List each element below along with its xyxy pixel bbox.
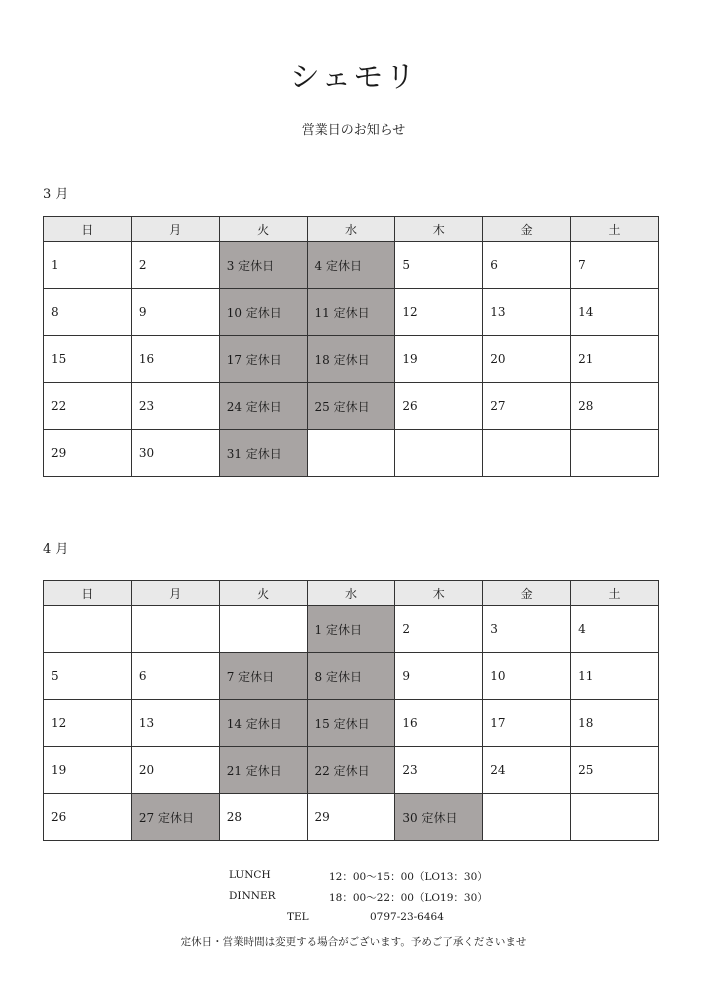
closed-day-cell bbox=[307, 700, 395, 747]
day-cell bbox=[395, 383, 483, 430]
week-row bbox=[44, 336, 659, 383]
day-number: 18 bbox=[314, 352, 330, 367]
day-cell bbox=[131, 336, 219, 383]
day-number: 24 bbox=[226, 399, 242, 414]
day-cell bbox=[483, 606, 571, 653]
day-number: 22 bbox=[314, 763, 330, 778]
day-cell bbox=[44, 289, 132, 336]
closed-day-label: 定休日 bbox=[245, 305, 282, 320]
closed-day-cell bbox=[307, 336, 395, 383]
day-number: 8 bbox=[51, 305, 59, 319]
dinner-label: DINNER bbox=[229, 890, 276, 902]
empty-day-cell bbox=[44, 606, 132, 653]
day-number: 16 bbox=[402, 716, 418, 730]
week-row bbox=[44, 289, 659, 336]
day-cell bbox=[219, 794, 307, 841]
day-number: 28 bbox=[578, 399, 594, 413]
closed-day-cell bbox=[395, 794, 483, 841]
week-row bbox=[44, 242, 659, 289]
weekday-header-row bbox=[44, 217, 659, 242]
week-row bbox=[44, 653, 659, 700]
day-number: 25 bbox=[314, 399, 330, 414]
day-number: 20 bbox=[490, 352, 506, 366]
closed-day-label: 定休日 bbox=[238, 258, 275, 273]
day-number: 29 bbox=[51, 446, 67, 460]
week-row bbox=[44, 430, 659, 477]
day-number: 27 bbox=[138, 810, 155, 825]
page-subtitle: 営業日のお知らせ bbox=[301, 123, 406, 138]
day-number: 6 bbox=[490, 258, 498, 272]
week-row bbox=[44, 700, 659, 747]
day-number: 14 bbox=[226, 716, 242, 731]
closed-day-label: 定休日 bbox=[245, 399, 282, 414]
week-row bbox=[44, 747, 659, 794]
day-number: 10 bbox=[490, 669, 506, 683]
weekday-header: 木 bbox=[395, 217, 483, 242]
weekday-header: 木 bbox=[395, 581, 483, 606]
closed-day-label: 定休日 bbox=[326, 669, 363, 684]
day-number: 3 bbox=[226, 258, 235, 273]
day-cell bbox=[571, 606, 659, 653]
closed-day-label: 定休日 bbox=[333, 352, 370, 367]
calendar-march bbox=[43, 216, 659, 477]
dinner-hours: 18：00～22：00（LO19：30） bbox=[329, 892, 488, 904]
empty-day-cell bbox=[483, 794, 571, 841]
closed-day-label: 定休日 bbox=[245, 352, 282, 367]
month-label-april: 4 月 bbox=[43, 542, 69, 557]
day-cell bbox=[131, 242, 219, 289]
day-cell bbox=[483, 336, 571, 383]
week-row bbox=[44, 794, 659, 841]
day-number: 11 bbox=[578, 669, 594, 683]
weekday-header: 土 bbox=[571, 217, 659, 242]
day-number: 15 bbox=[51, 352, 67, 366]
tel-label: TEL bbox=[287, 911, 309, 923]
weekday-header: 月 bbox=[131, 217, 219, 242]
day-cell bbox=[483, 747, 571, 794]
day-cell bbox=[131, 383, 219, 430]
day-cell bbox=[44, 700, 132, 747]
shop-name: シェモリ bbox=[289, 60, 418, 95]
day-cell bbox=[395, 700, 483, 747]
closed-day-label: 定休日 bbox=[421, 810, 458, 825]
day-number: 2 bbox=[402, 622, 411, 636]
day-cell bbox=[571, 747, 659, 794]
day-number: 30 bbox=[402, 810, 418, 825]
day-cell bbox=[483, 383, 571, 430]
day-number: 9 bbox=[138, 305, 147, 319]
day-number: 2 bbox=[138, 258, 147, 272]
notice-text: 定休日・営業時間は変更する場合がございます。予めご了承くださいませ bbox=[180, 936, 527, 948]
day-number: 27 bbox=[490, 399, 506, 413]
day-number: 31 bbox=[226, 446, 242, 461]
day-cell bbox=[44, 653, 132, 700]
day-number: 24 bbox=[490, 763, 506, 777]
day-cell bbox=[395, 653, 483, 700]
closed-day-label: 定休日 bbox=[333, 305, 370, 320]
day-cell bbox=[395, 336, 483, 383]
lunch-hours: 12：00～15：00（LO13：30） bbox=[329, 871, 488, 883]
day-number: 13 bbox=[138, 716, 155, 730]
closed-day-label: 定休日 bbox=[333, 399, 370, 414]
day-number: 5 bbox=[402, 258, 411, 272]
day-cell bbox=[395, 606, 483, 653]
day-cell bbox=[395, 747, 483, 794]
closed-day-label: 定休日 bbox=[238, 669, 275, 684]
weekday-header: 火 bbox=[219, 581, 307, 606]
day-number: 3 bbox=[490, 622, 498, 636]
day-number: 4 bbox=[578, 622, 586, 636]
closed-day-label: 定休日 bbox=[326, 622, 363, 637]
closed-day-cell bbox=[307, 653, 395, 700]
day-number: 5 bbox=[51, 669, 59, 683]
empty-day-cell bbox=[571, 794, 659, 841]
day-number: 12 bbox=[402, 305, 418, 319]
closed-day-cell bbox=[219, 430, 307, 477]
day-number: 13 bbox=[490, 305, 506, 319]
day-number: 10 bbox=[226, 305, 242, 320]
day-cell bbox=[571, 242, 659, 289]
day-number: 23 bbox=[138, 399, 155, 413]
lunch-label: LUNCH bbox=[229, 869, 271, 881]
tel-number: 0797-23-6464 bbox=[370, 911, 444, 923]
day-number: 1 bbox=[51, 258, 59, 272]
day-number: 14 bbox=[578, 305, 594, 319]
day-number: 26 bbox=[51, 810, 67, 824]
week-row bbox=[44, 383, 659, 430]
day-cell bbox=[395, 289, 483, 336]
day-cell bbox=[571, 289, 659, 336]
day-number: 21 bbox=[578, 352, 594, 366]
day-cell bbox=[44, 430, 132, 477]
day-cell bbox=[131, 430, 219, 477]
closed-day-label: 定休日 bbox=[245, 446, 282, 461]
closed-day-label: 定休日 bbox=[333, 763, 370, 778]
day-number: 23 bbox=[402, 763, 418, 777]
day-number: 19 bbox=[51, 763, 67, 777]
closed-day-cell bbox=[219, 383, 307, 430]
closed-day-label: 定休日 bbox=[326, 258, 363, 273]
day-number: 19 bbox=[402, 352, 418, 366]
day-cell bbox=[483, 700, 571, 747]
weekday-header: 金 bbox=[483, 217, 571, 242]
month-label-march: 3 月 bbox=[43, 187, 69, 202]
day-number: 21 bbox=[226, 763, 242, 778]
day-number: 11 bbox=[314, 305, 330, 320]
closed-day-cell bbox=[219, 242, 307, 289]
day-number: 17 bbox=[490, 716, 506, 730]
day-number: 26 bbox=[402, 399, 418, 413]
closed-day-label: 定休日 bbox=[245, 763, 282, 778]
day-number: 29 bbox=[314, 810, 330, 824]
day-cell bbox=[483, 289, 571, 336]
day-number: 7 bbox=[578, 258, 586, 272]
weekday-header: 水 bbox=[307, 581, 395, 606]
closed-day-cell bbox=[219, 700, 307, 747]
weekday-header: 水 bbox=[307, 217, 395, 242]
week-row bbox=[44, 606, 659, 653]
day-cell bbox=[131, 289, 219, 336]
day-number: 28 bbox=[226, 810, 242, 824]
weekday-header: 火 bbox=[219, 217, 307, 242]
day-number: 4 bbox=[314, 258, 323, 273]
closed-day-label: 定休日 bbox=[245, 716, 282, 731]
day-cell bbox=[131, 747, 219, 794]
day-cell bbox=[44, 794, 132, 841]
day-number: 18 bbox=[578, 716, 594, 730]
empty-day-cell bbox=[219, 606, 307, 653]
day-cell bbox=[483, 653, 571, 700]
day-number: 17 bbox=[226, 352, 242, 367]
weekday-header: 日 bbox=[44, 217, 132, 242]
day-number: 7 bbox=[226, 669, 235, 684]
day-cell bbox=[483, 242, 571, 289]
day-cell bbox=[44, 383, 132, 430]
closed-day-cell bbox=[307, 383, 395, 430]
day-number: 16 bbox=[138, 352, 155, 366]
empty-day-cell bbox=[483, 430, 571, 477]
closed-day-label: 定休日 bbox=[157, 810, 194, 825]
closed-day-label: 定休日 bbox=[333, 716, 370, 731]
day-cell bbox=[44, 747, 132, 794]
day-number: 20 bbox=[138, 763, 155, 777]
closed-day-cell bbox=[219, 653, 307, 700]
empty-day-cell bbox=[131, 606, 219, 653]
weekday-header: 月 bbox=[131, 581, 219, 606]
day-number: 9 bbox=[402, 669, 411, 683]
day-cell bbox=[131, 653, 219, 700]
day-cell bbox=[44, 242, 132, 289]
closed-day-cell bbox=[307, 747, 395, 794]
weekday-header: 日 bbox=[44, 581, 132, 606]
day-cell bbox=[571, 336, 659, 383]
day-number: 30 bbox=[138, 446, 155, 460]
empty-day-cell bbox=[571, 430, 659, 477]
day-number: 15 bbox=[314, 716, 330, 731]
closed-day-cell bbox=[219, 336, 307, 383]
closed-day-cell bbox=[219, 747, 307, 794]
day-cell bbox=[307, 794, 395, 841]
day-number: 12 bbox=[51, 716, 67, 730]
closed-day-cell bbox=[219, 289, 307, 336]
day-number: 1 bbox=[314, 622, 323, 637]
day-number: 8 bbox=[314, 669, 323, 684]
empty-day-cell bbox=[395, 430, 483, 477]
day-number: 25 bbox=[578, 763, 594, 777]
day-cell bbox=[571, 383, 659, 430]
day-cell bbox=[571, 653, 659, 700]
day-number: 6 bbox=[138, 669, 147, 683]
calendar-april bbox=[43, 580, 659, 841]
weekday-header: 土 bbox=[571, 581, 659, 606]
day-cell bbox=[131, 700, 219, 747]
closed-day-cell bbox=[307, 289, 395, 336]
closed-day-cell bbox=[307, 242, 395, 289]
day-cell bbox=[571, 700, 659, 747]
closed-day-cell bbox=[131, 794, 219, 841]
day-cell bbox=[395, 242, 483, 289]
weekday-header-row bbox=[44, 581, 659, 606]
empty-day-cell bbox=[307, 430, 395, 477]
closed-day-cell bbox=[307, 606, 395, 653]
day-cell bbox=[44, 336, 132, 383]
day-number: 22 bbox=[51, 399, 67, 413]
weekday-header: 金 bbox=[483, 581, 571, 606]
